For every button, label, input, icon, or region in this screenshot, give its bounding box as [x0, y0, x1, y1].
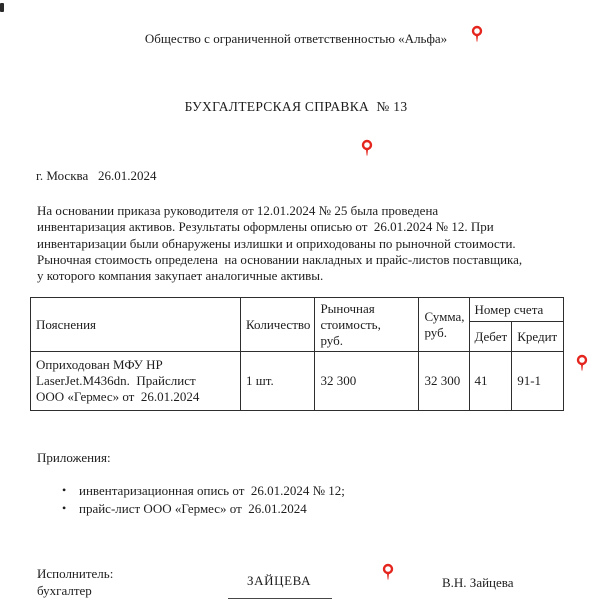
explanation-line: Оприходован МФУ НР [36, 357, 163, 372]
bullet-icon: • [62, 483, 67, 497]
signature-line [228, 598, 332, 599]
document-title: БУХГАЛТЕРСКАЯ СПРАВКА № 13 [184, 99, 408, 114]
attachments-label: Приложения: [37, 450, 111, 465]
cell-credit: 91-1 [512, 352, 564, 411]
header-line: руб. [424, 324, 447, 340]
col-header-quantity: Количество [241, 298, 315, 352]
header-line: Рыночная [320, 301, 375, 316]
cell-amount: 32 300 [419, 352, 469, 411]
body-line: у которого компания закупает аналогичные активы. [37, 268, 324, 284]
pin-title-location-pin-icon [361, 139, 373, 157]
cell-market-value: 32 300 [315, 352, 419, 411]
header-line: Сумма, [424, 308, 465, 324]
col-header-account-group: Номер счета [469, 298, 564, 322]
attachments-list [62, 482, 345, 517]
signature-name: ЗАЙЦЕВА [247, 573, 312, 588]
inventory-table [30, 297, 564, 411]
cell-debit: 41 [469, 352, 512, 411]
explanation-line: LaserJet.M436dn. Прайслист [36, 373, 196, 388]
list-item-text: инвентаризационная опись от 26.01.2024 № 12; [79, 483, 345, 498]
scan-artifact [0, 3, 4, 12]
col-header-debit: Дебет [469, 322, 512, 352]
col-header-credit: Кредит [512, 322, 564, 352]
list-item [62, 500, 345, 518]
header-line: руб. [320, 333, 343, 348]
col-header-market-value [315, 298, 419, 352]
header-line: стоимость, [320, 317, 381, 332]
pin-table-row-location-pin-icon [576, 354, 588, 372]
bullet-icon: • [62, 500, 67, 515]
city-date-line: г. Москва 26.01.2024 [36, 168, 157, 183]
cell-explanation [31, 352, 241, 411]
list-item-text: прайс-лист ООО «Гермес» от 26.01.2024 [79, 500, 307, 516]
body-line: Рыночная стоимость определена на основании накладных и прайс-листов поставщика, [37, 251, 523, 267]
explanation-line: ООО «Гермес» от 26.01.2024 [36, 389, 200, 404]
body-line: На основании приказа руководителя от 12.01.2024 № 25 была проведена [37, 203, 439, 218]
col-header-explanations: Пояснения [31, 298, 241, 352]
signer-full-name: В.Н. Зайцева [442, 575, 514, 590]
body-paragraph [37, 203, 522, 284]
executor-block [37, 565, 113, 599]
pin-signature-location-pin-icon [382, 563, 394, 581]
col-header-amount [419, 298, 469, 352]
company-name: Общество с ограниченной ответственностью «Альфа» [144, 31, 448, 46]
executor-role: бухгалтер [37, 583, 92, 598]
body-line: инвентаризация активов. Результаты оформлены описью от 26.01.2024 № 12. При [37, 219, 494, 235]
executor-label: Исполнитель: [37, 566, 114, 581]
body-line: инвентаризации были обнаружены излишки и оприходованы по рыночной стоимости. [37, 235, 516, 251]
pin-company-name-location-pin-icon [471, 25, 483, 43]
table-row [31, 352, 564, 411]
list-item [62, 482, 345, 500]
cell-quantity: 1 шт. [241, 352, 315, 411]
